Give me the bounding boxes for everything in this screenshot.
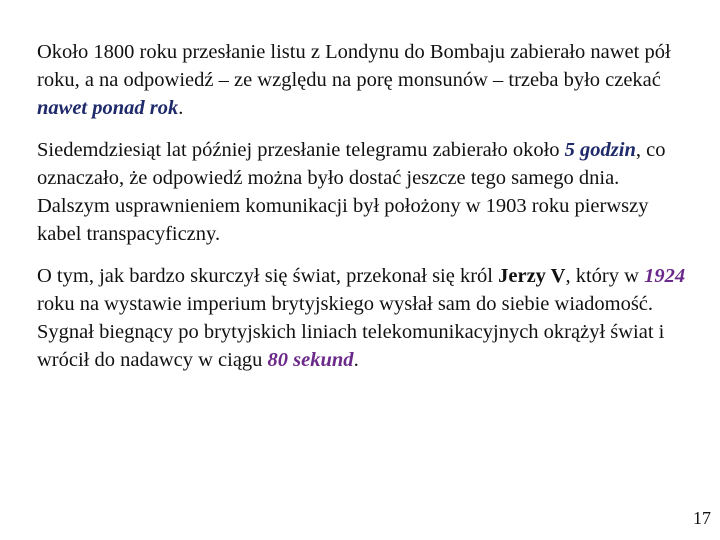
text-segment: Około 1800 roku przesłanie listu z Londynu do Bombaju zabierało nawet pół roku, a na odpowiedź – ze względu na porę monsunów – trzeba było czekać	[37, 41, 671, 91]
paragraph-telegram	[37, 136, 697, 248]
page-number: 17	[693, 508, 711, 528]
slide-content	[37, 38, 697, 388]
text-segment: Siedemdziesiąt lat później przesłanie telegramu zabierało około	[37, 139, 565, 161]
text-segment: .	[353, 349, 359, 371]
paragraph-letter-history	[37, 38, 697, 122]
text-segment: O tym, jak bardzo skurczył się świat, przekonał się król	[37, 265, 499, 287]
paragraph-king-george	[37, 262, 697, 374]
emphasis-king-name: Jerzy V	[498, 265, 566, 287]
text-segment: , który w	[565, 265, 645, 287]
emphasis-over-a-year: nawet ponad rok	[37, 97, 179, 119]
emphasis-year-1924: 1924	[644, 265, 686, 287]
emphasis-80-seconds: 80 sekund	[267, 349, 354, 371]
emphasis-5-hours: 5 godzin	[564, 139, 636, 161]
text-segment: .	[178, 97, 184, 119]
text-segment: roku na wystawie imperium brytyjskiego wysłał sam do siebie wiadomość. Sygnał biegnący po brytyjskich liniach telekomunikacyjnych okrążył świat i wrócił do nadawcy w ciągu	[37, 293, 665, 371]
text-segment: , co oznaczało, że odpowiedź można było dostać jeszcze tego samego dnia. Dalszym usprawnieniem komunikacji był położony w 1903 roku pierwszy kabel transpacyficzny.	[37, 139, 666, 245]
